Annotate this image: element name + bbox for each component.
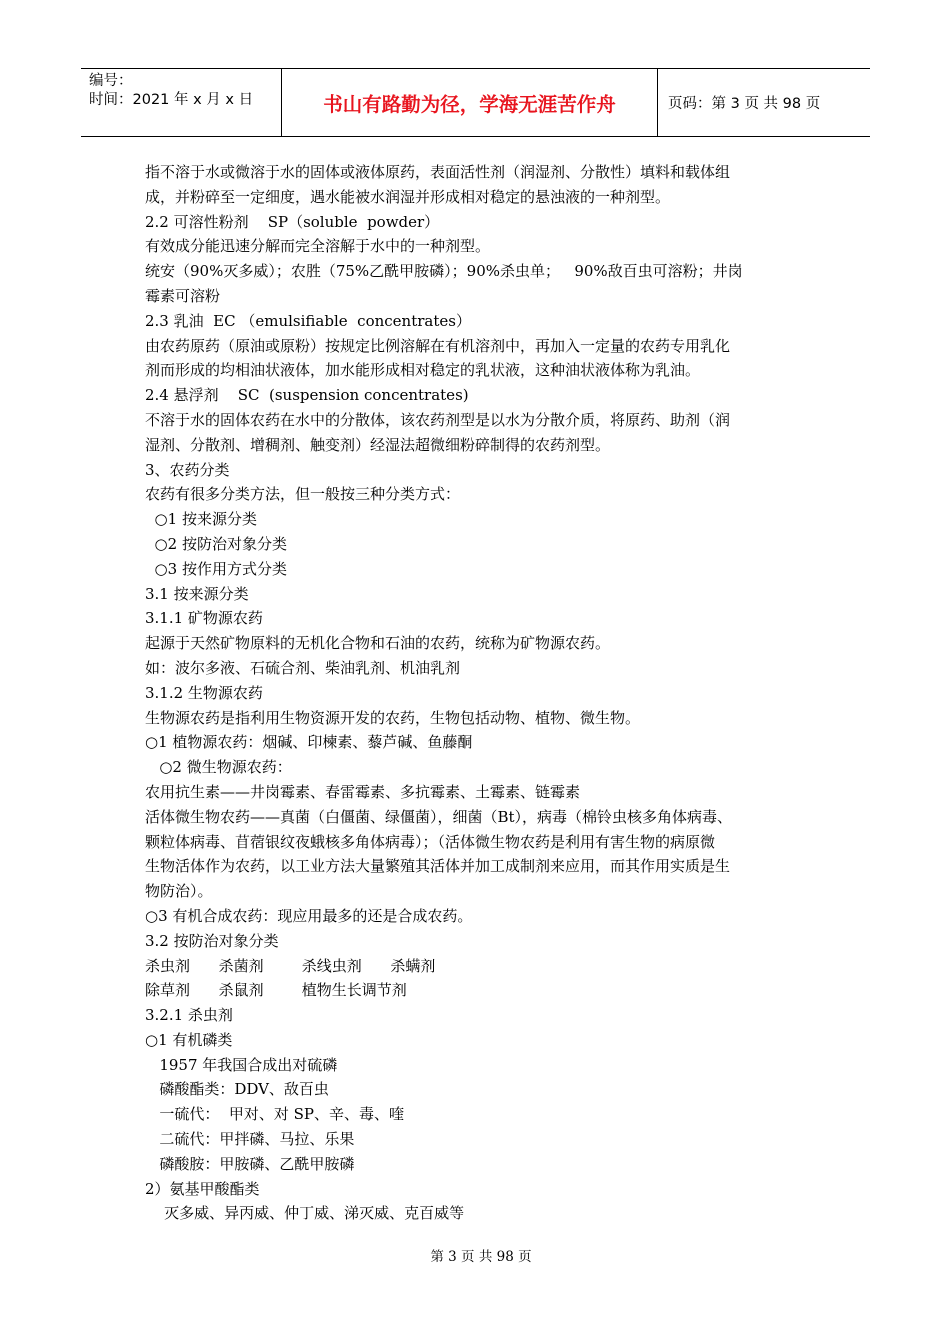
text-line: 不溶于水的固体农药在水中的分散体，该农药剂型是以水为分散介质，将原药、助剂（润 xyxy=(145,410,731,429)
text-line: 磷酸胺：甲胺磷、乙酰甲胺磷 xyxy=(145,1154,355,1173)
text-line: 一硫代： 甲对、对 SP、辛、毒、喹 xyxy=(145,1105,404,1124)
text-line: 2）氨基甲酸酯类 xyxy=(145,1179,260,1198)
text-line: 指不溶于水或微溶于水的固体或液体原药，表面活性剂（润湿剂、分散性）填料和载体组 xyxy=(145,163,731,181)
text-line: 除草剂 杀鼠剂 植物生长调节剂 xyxy=(145,981,407,1000)
text-line: ○3 有机合成农药：现应用最多的还是合成农药。 xyxy=(145,906,473,925)
number-label: 编号： xyxy=(89,73,133,89)
text-line: 1957 年我国合成出对硫磷 xyxy=(145,1055,338,1074)
text-line: 活体微生物农药——真菌（白僵菌、绿僵菌），细菌（Bt），病毒（棉铃虫核多角体病毒、 xyxy=(145,807,733,826)
text-line: 统安（90%灭多威）；农胜（75%乙酰甲胺磷）；90%杀虫单； 90%敌百虫可溶粉；井岗 xyxy=(145,262,743,281)
text-line: 如：波尔多液、石硫合剂、柴油乳剂、机油乳剂 xyxy=(145,658,461,677)
text-line: 霉素可溶粉 xyxy=(145,286,221,305)
text-line: 农用抗生素——井岗霉素、春雷霉素、多抗霉素、土霉素、链霉素 xyxy=(145,782,581,801)
text-line: 3.1 按来源分类 xyxy=(145,584,249,603)
date-label: 时间：2021 年 x 月 x 日 xyxy=(89,92,254,108)
page-footer: 第 3 页 共 98 页 xyxy=(430,1249,532,1265)
text-line: ○3 按作用方式分类 xyxy=(145,559,287,578)
text-line: 剂而形成的均相油状液体，加水能形成相对稳定的乳状液，这种油状液体称为乳油。 xyxy=(145,361,701,380)
text-line: 有效成分能迅速分解而完全溶解于水中的一种剂型。 xyxy=(145,237,491,256)
text-line: 磷酸酯类：DDV、敌百虫 xyxy=(145,1080,329,1099)
text-line: 杀虫剂 杀菌剂 杀线虫剂 杀螨剂 xyxy=(145,956,436,975)
page-header xyxy=(81,68,870,137)
text-line: ○2 按防治对象分类 xyxy=(145,534,287,553)
text-line: 颗粒体病毒、苜蓿银纹夜蛾核多角体病毒）；（活体微生物农药是利用有害生物的病原微 xyxy=(145,832,716,851)
text-line: 湿剂、分散剂、增稠剂、触变剂）经湿法超微细粉碎制得的农药剂型。 xyxy=(145,435,611,454)
text-line: 3.2 按防治对象分类 xyxy=(145,931,279,950)
text-line: 3.1.2 生物源农药 xyxy=(145,683,263,702)
text-line: 生物源农药是指利用生物资源开发的农药，生物包括动物、植物、微生物。 xyxy=(145,708,641,727)
text-line: ○2 微生物源农药： xyxy=(145,758,292,777)
text-line: 成，并粉碎至一定细度，遇水能被水润湿并形成相对稳定的悬浊液的一种剂型。 xyxy=(145,187,671,206)
header-meta xyxy=(81,69,282,136)
text-line: 物防治）。 xyxy=(145,882,213,901)
text-line: ○1 植物源农药：烟碱、印楝素、藜芦碱、鱼藤酮 xyxy=(145,733,473,752)
text-line: 灭多威、异丙威、仲丁威、涕灭威、克百威等 xyxy=(145,1204,465,1223)
header-motto: 书山有路勤为径，学海无涯苦作舟 xyxy=(282,69,658,136)
text-line: 农药有很多分类方法，但一般按三种分类方式： xyxy=(145,485,461,504)
text-line: 3.1.1 矿物源农药 xyxy=(145,609,263,628)
text-line: ○1 按来源分类 xyxy=(145,510,257,529)
document-body xyxy=(145,160,825,1226)
text-line: 由农药原药（原油或原粉）按规定比例溶解在有机溶剂中，再加入一定量的农药专用乳化 xyxy=(145,336,731,355)
text-line: 3、农药分类 xyxy=(145,460,230,479)
text-line: 2.3 乳油 EC （emulsifiable concentrates） xyxy=(145,311,471,330)
text-line: 二硫代：甲拌磷、马拉、乐果 xyxy=(145,1130,355,1149)
text-line: 2.2 可溶性粉剂 SP（soluble powder） xyxy=(145,212,440,231)
text-line: 起源于天然矿物原料的无机化合物和石油的农药，统称为矿物源农药。 xyxy=(145,634,611,653)
text-line: 2.4 悬浮剂 SC (suspension concentrates) xyxy=(145,386,469,405)
header-page-info: 页码：第 3 页 共 98 页 xyxy=(668,96,821,112)
text-line: 生物活体作为农药，以工业方法大量繁殖其活体并加工成制剂来应用，而其作用实质是生 xyxy=(145,857,731,876)
text-line: 3.2.1 杀虫剂 xyxy=(145,1006,233,1025)
text-line: ○1 有机磷类 xyxy=(145,1030,233,1049)
